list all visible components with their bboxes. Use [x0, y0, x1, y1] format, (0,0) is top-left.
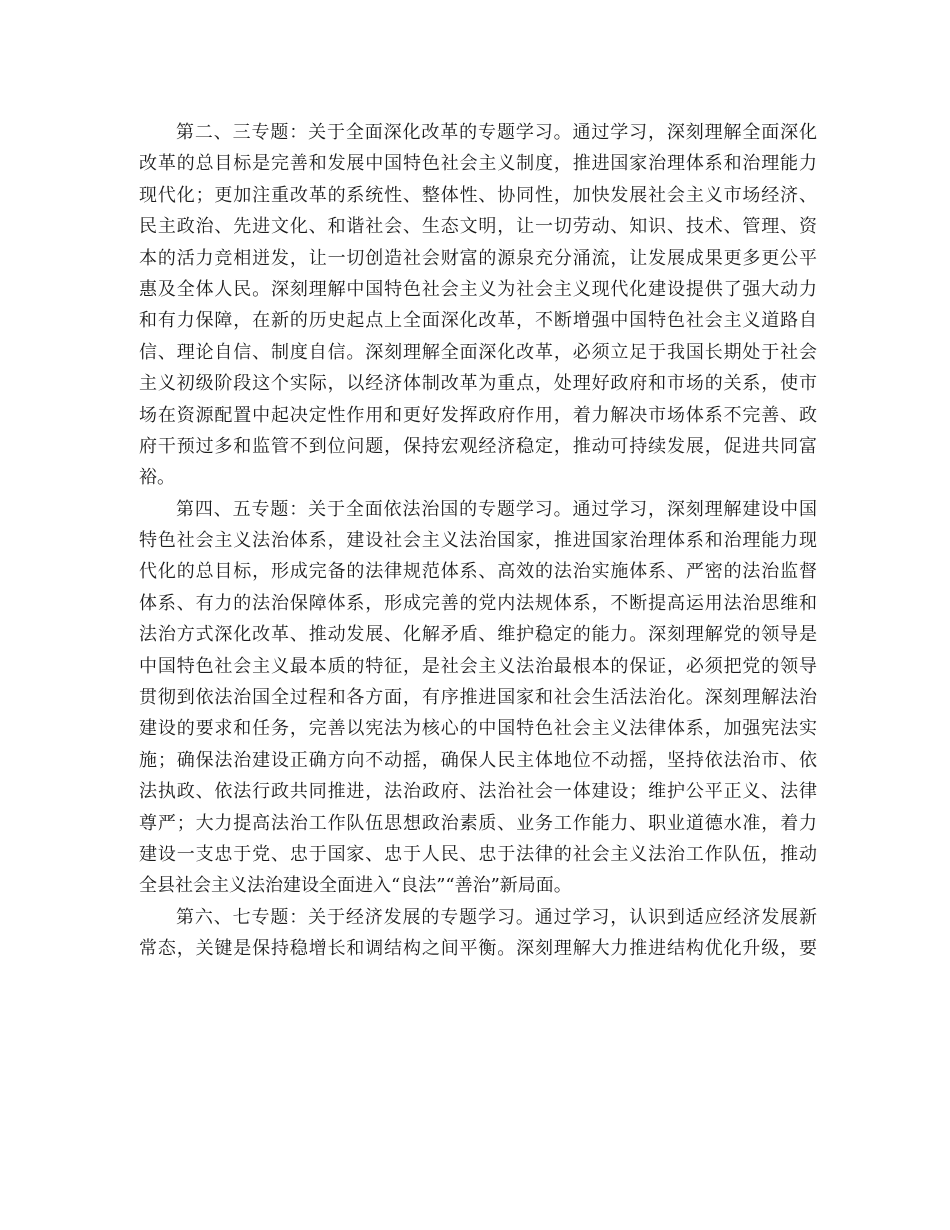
paragraph-line: 第二、三专题：关于全面深化改革的专题学习。通过学习，深刻理解全面深化: [176, 122, 817, 143]
paragraph-line: 代化的总目标，形成完备的法律规范体系、高效的法治实施体系、严密的法治监督: [139, 561, 817, 583]
paragraph-line: 民主政治、先进文化、和谐社会、生态文明，让一切劳动、知识、技术、管理、资: [139, 216, 817, 238]
paragraph: [139, 494, 817, 902]
paragraph-line: 体系、有力的法治保障体系，形成完善的党内法规体系，不断提高运用法治思维和: [139, 592, 817, 614]
paragraph-line: 裕。: [139, 467, 175, 489]
paragraph-line: 信、理论自信、制度自信。深刻理解全面深化改革，必须立足于我国长期处于社会: [139, 341, 817, 363]
paragraph-line: 府干预过多和监管不到位问题，保持宏观经济稳定，推动可持续发展，促进共同富: [139, 435, 817, 457]
paragraph-line: 贯彻到依法治国全过程和各方面，有序推进国家和社会生活法治化。深刻理解法治: [139, 687, 817, 709]
paragraph-line: 现代化；更加注重改革的系统性、整体性、协同性，加快发展社会主义市场经济、: [139, 184, 817, 206]
paragraph-line: 施；确保法治建设正确方向不动摇，确保人民主体地位不动摇，坚持依法治市、依: [139, 749, 817, 771]
paragraph-line: 改革的总目标是完善和发展中国特色社会主义制度，推进国家治理体系和治理能力: [139, 153, 817, 175]
document-body: [139, 117, 817, 965]
paragraph-line: 和有力保障，在新的历史起点上全面深化改革，不断增强中国特色社会主义道路自: [139, 310, 817, 332]
paragraph-line: 主义初级阶段这个实际，以经济体制改革为重点，处理好政府和市场的关系，使市: [139, 373, 817, 395]
paragraph-line: 惠及全体人民。深刻理解中国特色社会主义为社会主义现代化建设提供了强大动力: [139, 278, 817, 300]
paragraph-line: 法执政、依法行政共同推进，法治政府、法治社会一体建设；维护公平正义、法律: [139, 781, 817, 803]
paragraph-line: 全县社会主义法治建设全面进入“良法”“善治”新局面。: [139, 875, 572, 897]
paragraph-line: 中国特色社会主义最本质的特征，是社会主义法治最根本的保证，必须把党的领导: [139, 655, 817, 677]
paragraph-line: 场在资源配置中起决定性作用和更好发挥政府作用，着力解决市场体系不完善、政: [139, 404, 817, 426]
paragraph-line: 第四、五专题：关于全面依法治国的专题学习。通过学习，深刻理解建设中国: [176, 498, 817, 520]
paragraph: [139, 902, 817, 965]
paragraph-line: 特色社会主义法治体系，建设社会主义法治国家，推进国家治理体系和治理能力现: [139, 530, 817, 552]
paragraph-line: 本的活力竞相迸发，让一切创造社会财富的源泉充分涌流，让发展成果更多更公平: [139, 247, 817, 269]
paragraph-line: 第六、七专题：关于经济发展的专题学习。通过学习，认识到适应经济发展新: [176, 906, 817, 928]
paragraph: [139, 117, 817, 494]
paragraph-line: 建设一支忠于党、忠于国家、忠于人民、忠于法律的社会主义法治工作队伍，推动: [139, 843, 817, 865]
paragraph-line: 建设的要求和任务，完善以宪法为核心的中国特色社会主义法律体系，加强宪法实: [139, 718, 817, 740]
paragraph-line: 常态，关键是保持稳增长和调结构之间平衡。深刻理解大力推进结构优化升级，要: [139, 938, 817, 960]
paragraph-line: 尊严；大力提高法治工作队伍思想政治素质、业务工作能力、职业道德水准，着力: [139, 812, 817, 834]
paragraph-line: 法治方式深化改革、推动发展、化解矛盾、维护稳定的能力。深刻理解党的领导是: [139, 624, 817, 646]
